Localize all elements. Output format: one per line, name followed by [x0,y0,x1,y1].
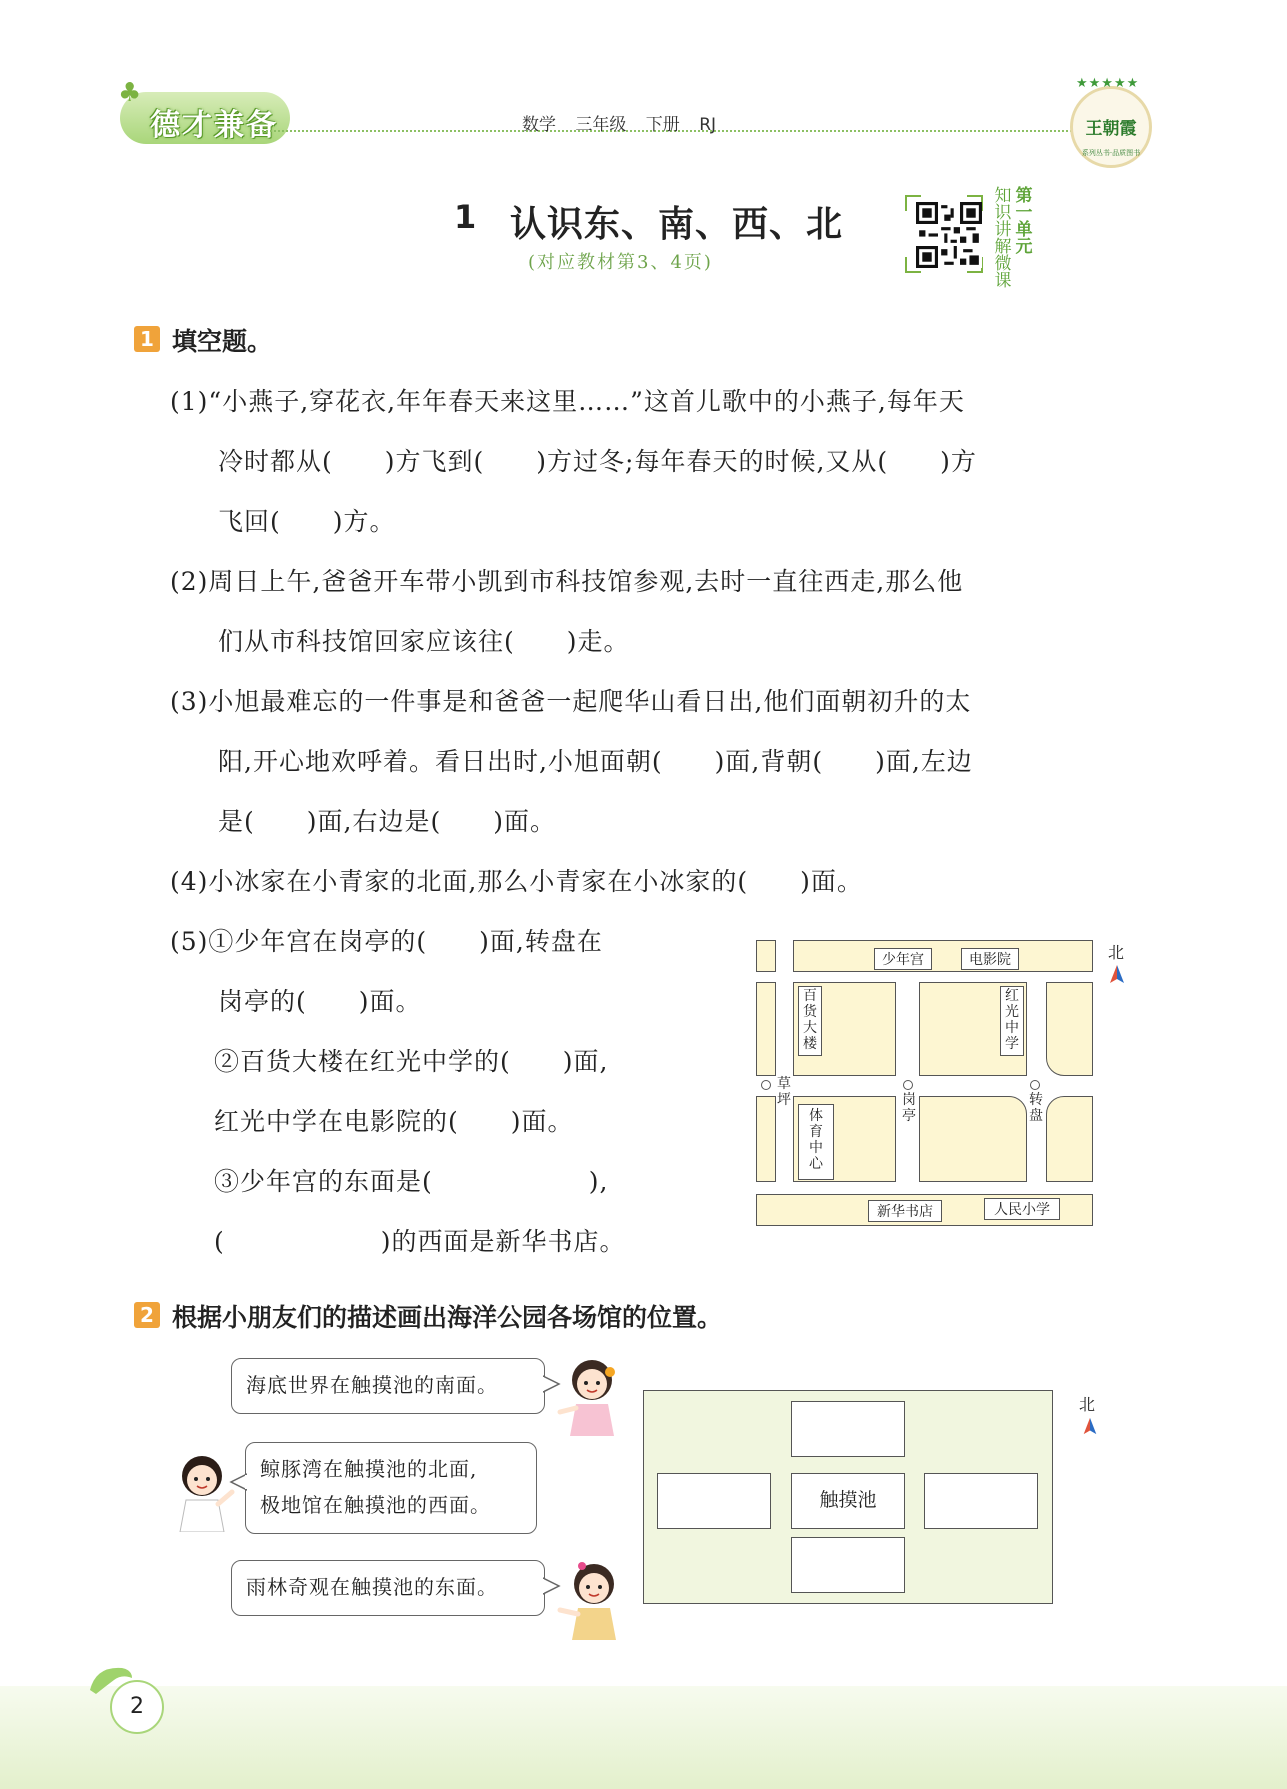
map-block [756,1096,776,1182]
seal-subtext: 系列丛书·品质图书 [1081,149,1141,157]
label-sports-center: 体育中心 [809,1108,823,1172]
bubble-1-text: 海底世界在触摸池的南面。 [246,1373,498,1397]
girl-character-3 [552,1556,624,1640]
question-4-line: (4)小冰家在小青家的北面,那么小青家在小冰家的( )面。 [170,867,863,896]
pavilion-west-box[interactable] [657,1473,771,1529]
map-block [1046,982,1093,1076]
north-arrow-icon [1081,1416,1099,1436]
label-dept-store: 百货大楼 [803,988,817,1052]
girl-character-1 [552,1352,624,1436]
label-guard-post: 岗亭 [902,1092,916,1124]
question-5-line-5: ③少年宫的东面是( ), [214,1167,609,1196]
label-bookstore: 新华书店 [868,1200,942,1222]
page-number: 2 [110,1680,164,1734]
lawn-marker [761,1080,771,1090]
section-1-heading: 填空题。 [172,327,273,356]
park-north-label: 北 [1079,1395,1096,1414]
seal-text: 王朝霞 [1085,119,1137,139]
touch-pool-box [791,1473,905,1529]
header-subject-line: 数学 三年级 下册 RJ [522,115,717,135]
map-block [756,982,776,1076]
label-cinema: 电影院 [961,948,1019,970]
palm-icon: ♣ [118,78,142,108]
section-2-badge: 2 [134,1302,160,1328]
label-lawn: 草坪 [777,1076,791,1108]
pavilion-north-box[interactable] [791,1401,905,1457]
bubble-2-line-1: 鲸豚湾在触摸池的北面, [260,1457,478,1481]
side-label-unit: 第一单元 [1015,186,1033,257]
question-2-line-1: (2)周日上午,爸爸开车带小凯到市科技馆参观,去时一直往西走,那么他 [170,567,964,596]
label-roundabout: 转盘 [1029,1092,1043,1124]
pavilion-south-box[interactable] [791,1537,905,1593]
touch-pool-label: 触摸池 [819,1489,877,1511]
speech-bubble-2 [245,1442,537,1534]
question-5-line-3: ②百货大楼在红光中学的( )面, [214,1047,609,1076]
guard-post-marker [903,1080,913,1090]
roundabout-marker [1030,1080,1040,1090]
map-block [1046,1096,1093,1182]
map-block [756,940,776,972]
bubble-3-text: 雨林奇观在触摸池的东面。 [246,1575,498,1599]
ocean-park-grid [643,1390,1053,1604]
stars-icon: ★★★★★ [1076,76,1140,91]
section-2-heading: 根据小朋友们的描述画出海洋公园各场馆的位置。 [172,1303,723,1332]
question-1-line-2: 冷时都从( )方飞到( )方过冬;每年春天的时候,又从( )方 [218,447,977,476]
brand-logo-text: 德才兼备 [150,108,278,143]
question-3-line-3: 是( )面,右边是( )面。 [218,807,556,836]
qr-code-icon[interactable] [916,202,982,268]
question-3-line-1: (3)小旭最难忘的一件事是和爸爸一起爬华山看日出,他们面朝初升的太 [170,687,972,716]
side-label-microlesson: 知识讲解微课 [994,186,1012,291]
map-north-label: 北 [1108,943,1125,962]
label-hongguang: 红光中学 [1005,988,1019,1052]
lesson-title: 认识东、南、西、北 [510,204,844,245]
bubble-2-line-2: 极地馆在触摸池的西面。 [260,1493,491,1517]
question-5-line-1: (5)①少年宫在岗亭的( )面,转盘在 [170,927,603,956]
question-5-line-2: 岗亭的( )面。 [218,987,422,1016]
map-block-top [793,940,1093,972]
label-youth-palace: 少年宫 [874,948,932,970]
question-3-line-2: 阳,开心地欢呼着。看日出时,小旭面朝( )面,背朝( )面,左边 [218,747,973,776]
speech-bubble-3 [231,1560,545,1616]
question-1-line-1: (1)“小燕子,穿花衣,年年春天来这里……”这首儿歌中的小燕子,每年天 [170,387,965,416]
question-5-line-6: ( )的西面是新华书店。 [214,1227,626,1256]
label-primary-school: 人民小学 [984,1198,1060,1220]
question-2-line-2: 们从市科技馆回家应该往( )走。 [218,627,630,656]
lesson-number: 1 [454,198,477,236]
question-1-line-3: 飞回( )方。 [218,507,396,536]
girl-character-2 [168,1448,240,1532]
question-5-line-4: 红光中学在电影院的( )面。 [214,1107,574,1136]
footer-band [0,1686,1287,1789]
north-arrow-icon [1107,964,1127,984]
map-block [919,1096,1027,1182]
section-1-badge: 1 [134,326,160,352]
lesson-subtitle: (对应教材第3、4页) [528,252,713,273]
street-map [756,936,1094,1228]
speech-bubble-1 [231,1358,545,1414]
pavilion-east-box[interactable] [924,1473,1038,1529]
